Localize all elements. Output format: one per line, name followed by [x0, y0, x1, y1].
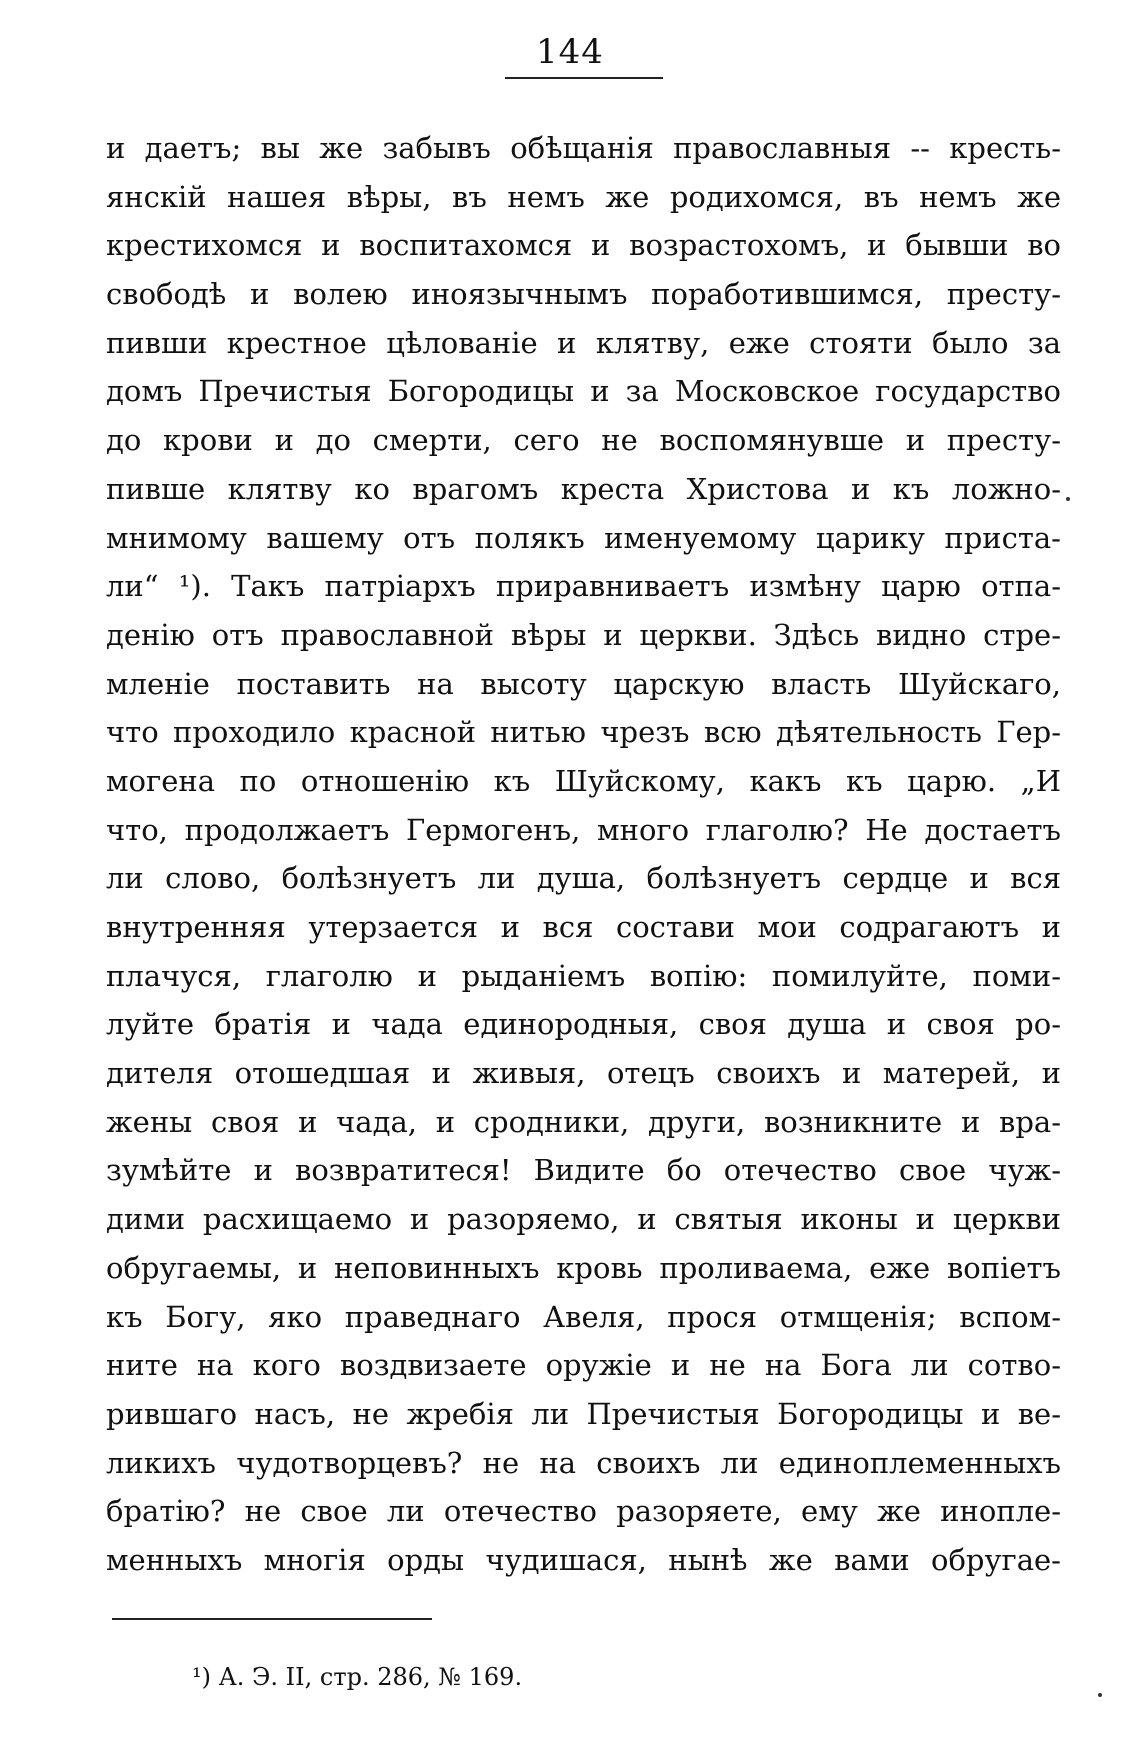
text-line: къ Богу, яко праведнаго Авеля, прося отмщенія; вспом- — [106, 1299, 1061, 1334]
text-line: обругаемы, и неповинныхъ кровь проливаема, еже вопіетъ — [106, 1250, 1061, 1285]
text-line: жены своя и чада, и сродники, други, возникните и вра- — [106, 1104, 1061, 1139]
text-line: зумѣйте и возвратитеся! Видите бо отечество свое чуж- — [106, 1153, 1061, 1188]
text-line: ли“ ¹). Такъ патріархъ приравниваетъ измѣну царю отпа- — [106, 569, 1061, 604]
text-line: что, продолжаетъ Гермогенъ, много глаголю? Не достаетъ — [106, 812, 1061, 847]
text-line: мленіе поставить на высоту царскую власть Шуйскаго, — [106, 666, 1061, 701]
text-line: луйте братія и чада единородныя, своя душа и своя ро- — [106, 1007, 1061, 1042]
text-line: плачуся, глаголю и рыданіемъ вопію: помилуйте, поми- — [106, 958, 1061, 993]
text-line: рившаго насъ, не жребія ли Пречистыя Богородицы и ве- — [106, 1396, 1061, 1431]
body-text — [106, 124, 1061, 1585]
text-line: могена по отношенію къ Шуйскому, какъ къ царю. „И — [106, 763, 1061, 798]
text-line: дителя отошедшая и живыя, отецъ своихъ и матерей, и — [106, 1056, 1061, 1091]
text-line: пивше клятву ко врагомъ креста Христова и къ ложно- — [106, 471, 1061, 506]
footnote: ¹) А. Э. II, стр. 286, № 169. — [192, 1663, 523, 1691]
text-line: дими расхищаемо и разоряемо, и святыя иконы и церкви — [106, 1202, 1061, 1237]
text-line: янскій нашея вѣры, въ немъ же родихомся, въ немъ же — [106, 179, 1061, 214]
text-line: мнимому вашему отъ полякъ именуемому царику приста- — [106, 520, 1061, 555]
page-number-rule — [505, 77, 663, 79]
text-line: братію? не свое ли отечество разоряете, ему же иноплe- — [106, 1494, 1061, 1529]
text-line: ли слово, болѣзнуетъ ли душа, болѣзнуетъ сердце и вся — [106, 861, 1061, 896]
text-line: ните на кого воздвизаете оружіе и не на Бога ли сотво- — [106, 1348, 1061, 1383]
text-line: что проходило красной нитью чрезъ всю дѣятельность Гер- — [106, 715, 1061, 750]
text-line: менныхъ многія орды чудишася, нынѣ же вами обругае- — [106, 1542, 1061, 1577]
page-number: 144 — [536, 32, 604, 72]
text-line: и даетъ; вы же забывъ обѣщанія православныя -- кресть- — [106, 131, 1061, 165]
text-line: пивши крестное цѣлованіе и клятву, еже стояти было за — [106, 325, 1061, 360]
scan-speck — [1098, 1693, 1102, 1697]
text-line: ликихъ чудотворцевъ? не на своихъ ли единоплеменныхъ — [106, 1445, 1061, 1480]
text-line: до крови и до смерти, сего не воспомянувше и престу- — [106, 423, 1061, 458]
text-line: денію отъ православной вѣры и церкви. Здѣсь видно стре- — [106, 617, 1061, 652]
text-line: внутренняя утерзается и вся состави мои содрагаютъ и — [106, 910, 1061, 944]
scan-speck — [1066, 497, 1070, 501]
text-line: домъ Пречистыя Богородицы и за Московское государство — [106, 374, 1061, 409]
text-line: крестихомся и воспитахомся и возрастохомъ, и бывши во — [106, 228, 1061, 263]
text-line: свободѣ и волею иноязычнымъ поработившимся, престу- — [106, 277, 1061, 312]
footnote-rule — [112, 1618, 432, 1620]
